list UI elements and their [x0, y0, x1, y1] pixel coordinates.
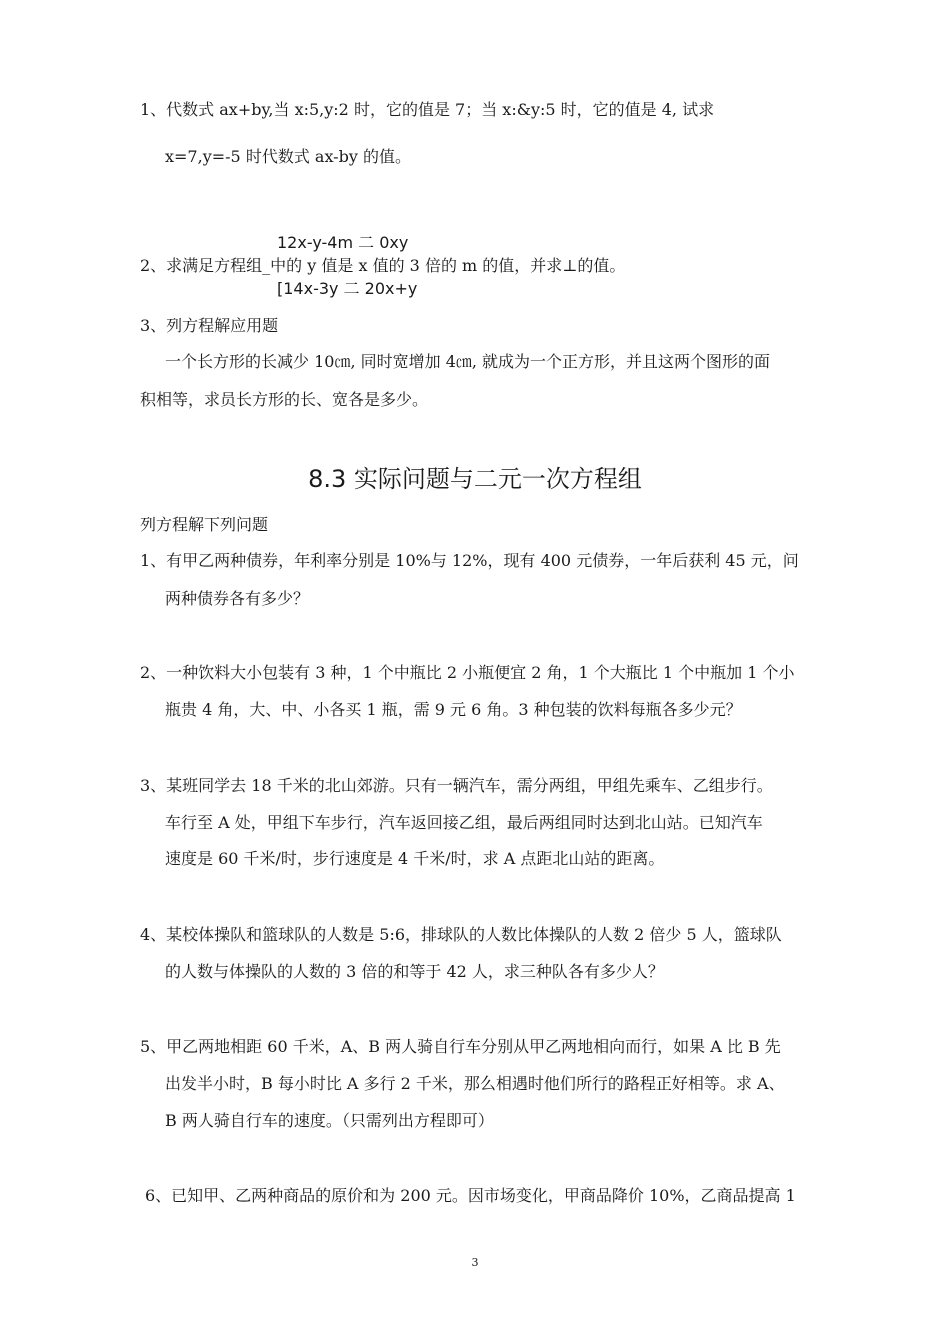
problem-3-line-1: 3、某班同学去 18 千米的北山郊游。只有一辆汽车，需分两组，甲组先乘车、乙组步行。	[140, 776, 773, 795]
problem-2-line-1: 2、一种饮料大小包装有 3 种，1 个中瓶比 2 小瓶便宜 2 角，1 个大瓶比 1 个中瓶加 1 个小	[140, 663, 795, 682]
problem-5-line-3: B 两人骑自行车的速度。（只需列出方程即可）	[165, 1111, 494, 1130]
section-intro: 列方程解下列问题	[140, 515, 269, 534]
problem-5-line-2: 出发半小时，B 每小时比 A 多行 2 千米，那么相遇时他们所行的路程正好相等。求 A、	[165, 1074, 785, 1093]
q1-line-2: x=7,y=-5 时代数式 ax-by 的值。	[165, 147, 411, 166]
q3-line-1: 一个长方形的长减少 10㎝, 同时宽增加 4㎝, 就成为一个正方形，并且这两个图形的面	[165, 352, 771, 371]
problem-1-line-2: 两种债券各有多少？	[165, 589, 310, 608]
q2-equation-top: 12x-y-4m 二 0xy	[277, 233, 409, 252]
q3-line-2: 积相等，求员长方形的长、宽各是多少。	[140, 390, 429, 409]
problem-3-line-2: 车行至 A 处，甲组下车步行，汽车返回接乙组，最后两组同时达到北山站。已知汽车	[165, 813, 763, 832]
q1-line-1: 1、代数式 ax+by,当 x:5,y:2 时，它的值是 7；当 x:&y:5 时，它的值是 4, 试求	[140, 100, 715, 119]
q3-heading: 3、列方程解应用题	[140, 316, 279, 335]
q2-text: 2、求满足方程组_中的 y 值是 x 值的 3 倍的 m 的值，并求⊥的值。	[140, 256, 626, 275]
problem-1-line-1: 1、有甲乙两种债券，年利率分别是 10%与 12%，现有 400 元债券，一年后获利 45 元，问	[140, 551, 799, 570]
section-title: 8.3 实际问题与二元一次方程组	[308, 465, 642, 493]
problem-3-line-3: 速度是 60 千米/时，步行速度是 4 千米/时，求 A 点距北山站的距离。	[165, 849, 665, 868]
problem-5-line-1: 5、甲乙两地相距 60 千米，A、B 两人骑自行车分别从甲乙两地相向而行，如果 A 比 B 先	[140, 1037, 781, 1056]
page-number: 3	[471, 1256, 479, 1269]
problem-4-line-1: 4、某校体操队和篮球队的人数是 5:6，排球队的人数比体操队的人数 2 倍少 5 人，篮球队	[140, 925, 782, 944]
problem-6-line-1: 6、已知甲、乙两种商品的原价和为 200 元。因市场变化，甲商品降价 10%，乙商品提高 1	[145, 1186, 796, 1205]
problem-2-line-2: 瓶贵 4 角，大、中、小各买 1 瓶，需 9 元 6 角。3 种包装的饮料每瓶各多少元？	[165, 700, 742, 719]
q2-equation-bottom: [14x-3y 二 20x+y	[277, 279, 418, 298]
problem-4-line-2: 的人数与体操队的人数的 3 倍的和等于 42 人，求三种队各有多少人？	[165, 962, 664, 981]
